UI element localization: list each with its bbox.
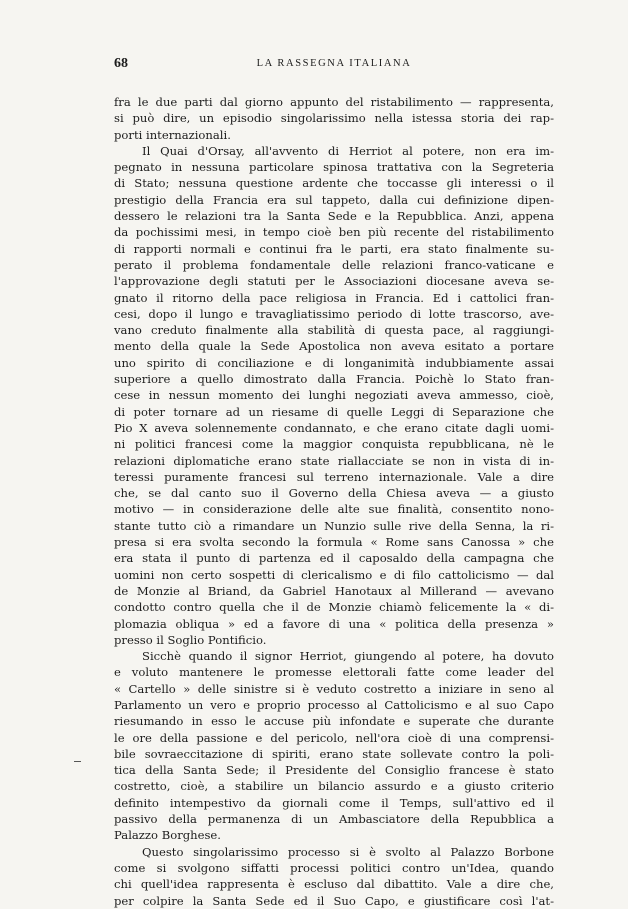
text-line: l'approvazione degli statuti per le Associazioni diocesane aveva se- bbox=[114, 274, 554, 289]
text-line: mento della quale la Sede Apostolica non aveva esitato a portare bbox=[114, 339, 554, 354]
text-line: presso il Soglio Pontificio. bbox=[114, 632, 267, 647]
text-line: per colpire la Santa Sede ed il Suo Capo, e giustificare così l'at- bbox=[114, 893, 554, 908]
text-line: condotto contro quella che il de Monzie chiamò felicemente la « di- bbox=[114, 600, 554, 615]
text-line: definito intempestivo da giornali come il Temps, sull'attivo ed il bbox=[114, 795, 554, 810]
text-line: bile sovraeccitazione di spiriti, erano state sollevate contro la poli- bbox=[114, 746, 554, 761]
text-line: prestigio della Francia era sul tappeto, dalla cui definizione dipen- bbox=[114, 192, 554, 207]
text-line: come si svolgono siffatti processi politici contro un'Idea, quando bbox=[114, 860, 554, 875]
text-line: costretto, cioè, a stabilire un bilancio assurdo e a giusto criterio bbox=[114, 779, 554, 794]
text-line: chi quell'idea rappresenta è escluso dal dibattito. Vale a dire che, bbox=[114, 877, 554, 892]
text-line: gnato il ritorno della pace religiosa in Francia. Ed i cattolici fran- bbox=[114, 290, 554, 305]
text-line: « Cartello » delle sinistre si è veduto costretto a iniziare in seno al bbox=[114, 681, 554, 696]
text-line: Palazzo Borghese. bbox=[114, 828, 221, 843]
text-line: plomazia obliqua » ed a favore di una « politica della presenza » bbox=[114, 616, 554, 631]
text-line: di poter tornare ad un riesame di quelle Leggi di Separazione che bbox=[114, 404, 554, 419]
text-line: vano creduto finalmente alla stabilità di questa pace, al raggiungi- bbox=[114, 323, 554, 338]
text-line: era stata il punto di partenza ed il caposaldo della campagna che bbox=[114, 551, 554, 566]
text-line: presa si era svolta secondo la formula « Rome sans Canossa » che bbox=[114, 535, 554, 550]
text-line: cesi, dopo il lungo e travagliatissimo periodo di lotte trascorso, ave- bbox=[114, 306, 554, 321]
text-line: e voluto mantenere le promesse elettorali fatte come leader del bbox=[114, 665, 554, 680]
text-line: uomini non certo sospetti di clericalismo e di filo cattolicismo — dal bbox=[114, 567, 554, 582]
text-line: relazioni diplomatiche erano state riallacciate se non in vista di in- bbox=[114, 453, 554, 468]
page-number: 68 bbox=[114, 56, 128, 71]
text-line: le ore della passione e del pericolo, nell'ora cioè di una comprensi- bbox=[114, 730, 554, 745]
text-line: stante tutto ciò a rimandare un Nunzio sulle rive della Senna, la ri- bbox=[114, 518, 554, 533]
page-header bbox=[114, 56, 554, 76]
text-line: cese in nessun momento dei lunghi negoziati aveva ammesso, cioè, bbox=[114, 388, 554, 403]
text-line: de Monzie al Briand, da Gabriel Hanotaux al Millerand — avevano bbox=[114, 583, 554, 598]
running-title: LA RASSEGNA ITALIANA bbox=[256, 58, 412, 69]
text-line: si può dire, un episodio singolarissimo nella istessa storia dei rap- bbox=[114, 111, 554, 126]
text-line: pegnato in nessuna particolare spinosa trattativa con la Segreteria bbox=[114, 160, 554, 175]
text-line: tica della Santa Sede; il Presidente del Consiglio francese è stato bbox=[114, 763, 554, 778]
text-line: dessero le relazioni tra la Santa Sede e la Repubblica. Anzi, appena bbox=[114, 209, 554, 224]
text-line: da pochissimi mesi, in tempo cioè ben più recente del ristabilimento bbox=[114, 225, 554, 240]
text-line: uno spirito di conciliazione e di longanimità indubbiamente assai bbox=[114, 355, 554, 370]
text-line: riesumando in esso le accuse più infondate e superate che durante bbox=[114, 714, 554, 729]
text-line: perato il problema fondamentale delle relazioni franco-vaticane e bbox=[114, 257, 554, 272]
text-line: teressi puramente francesi sul terreno internazionale. Vale a dire bbox=[114, 469, 554, 484]
text-line: fra le due parti dal giorno appunto del ristabilimento — rappresenta, bbox=[114, 95, 554, 109]
text-line: motivo — in considerazione delle alte sue finalità, consentito nono- bbox=[114, 502, 554, 517]
text-line: Pio X aveva solennemente condannato, e che erano citate dagli uomi- bbox=[114, 420, 554, 435]
text-line: passivo della permanenza di un Ambasciatore della Repubblica a bbox=[114, 812, 554, 827]
body-text bbox=[114, 94, 554, 909]
text-line: porti internazionali. bbox=[114, 127, 231, 142]
text-line: Questo singolarissimo processo si è svolto al Palazzo Borbone bbox=[142, 844, 554, 859]
text-line: che, se dal canto suo il Governo della Chiesa aveva — a giusto bbox=[114, 486, 554, 501]
text-line: ni politici francesi come la maggior conquista repubblicana, nè le bbox=[114, 437, 554, 452]
text-line: di rapporti normali e continui fra le parti, era stato finalmente su- bbox=[114, 241, 554, 256]
text-line: superiore a quello dimostrato dalla Francia. Poichè lo Stato fran- bbox=[114, 372, 554, 387]
text-line: Il Quai d'Orsay, all'avvento di Herriot al potere, non era im- bbox=[142, 143, 554, 158]
margin-mark bbox=[74, 761, 81, 762]
text-line: Sicchè quando il signor Herriot, giungendo al potere, ha dovuto bbox=[142, 649, 554, 664]
text-line: di Stato; nessuna questione ardente che toccasse gli interessi o il bbox=[114, 176, 554, 191]
text-line: Parlamento un vero e proprio processo al Cattolicismo e al suo Capo bbox=[114, 697, 554, 712]
